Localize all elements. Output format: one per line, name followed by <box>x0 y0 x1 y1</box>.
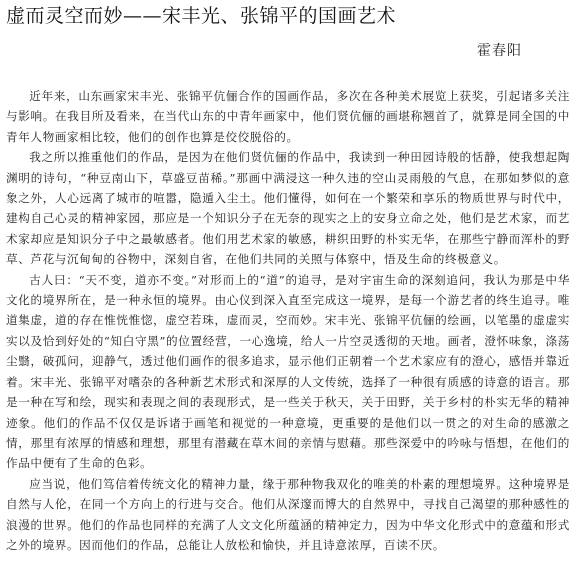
article-author: 霍春阳 <box>477 43 522 59</box>
article-body <box>6 86 570 555</box>
paragraph-3: 古人曰：“天不变，道亦不变。”对形而上的“道”的追寻，是对宇宙生命的深刻追问，我认为那是中华文化的境界所在，是一种永恒的境界。由心仪到深入直至完成这一境界，是每一个游艺者的终生追寻。唯道集虚，道的存在惟恍惟惚，虚空若珠，虚而灵，空而妙。宋丰光、张锦平伉俪的绘画，以笔墨的虚虚实实以及恰到好处的“知白守黑”的位置经营，一心逸境，给人一片空灵透彻的天地。画者，澄怀味象，涤荡尘翳，破孤问，迎静气，透过他们画作的很多追求，显示他们正朝着一个艺术家应有的澄心，感悟并靠近着。宋丰光、张锦平对嗜杂的各种新艺术形式和深厚的人文传统，选择了一种很有质感的诗意的语言。那是一种在写和绘，现实和表现之间的表现形式，是一些关于秋天，关于田野，关于乡村的朴实无华的精神迹象。他们的作品不仅仅是诉诸于画笔和视觉的一种意境，更重要的是他们以一贯之的对生命的感激之情，那里有浓厚的情感和理想，那里有潜藏在草木间的亲情与慰藉。那些深爱中的吟咏与悟想，在他们的作品中便有了生命的色彩。 <box>6 272 570 471</box>
paragraph-2: 我之所以推重他们的作品，是因为在他们贤伉俪的作品中，我读到一种田园诗般的恬静，使我想起陶渊明的诗句，“种豆南山下，草盛豆苗稀。”那画中满浸这一种久违的空山灵雨般的气息，在那如梦似的意象之外，人心远离了城市的喧嚣，隐遁入尘土。他们懂得，如何在一个繁荣和享乐的物质世界与时代中，建构自己心灵的精神家园，那应是一个知识分子在无奈的现实之上的安身立命之处，他们是艺术家，而艺术家却应是知识分子中之最敏感者。他们用艺术家的敏感，耕织田野的朴实无华，在那些宁静而浑朴的野草、芦花与沉甸甸的谷物中，深刻自省，在他们共同的关照与体察中，悟及生命的终极意义。 <box>6 150 570 267</box>
paragraph-1: 近年来，山东画家宋丰光、张锦平伉俪合作的国画作品，多次在各种美术展览上获奖，引起诸多关注与影响。在我目所及看来，在当代山东的中青年画家中，他们贤伉俪的画堪称翘首了，就算是同全国的中青年人物画家相比较，他们的创作也算是佼佼脱俗的。 <box>6 89 570 144</box>
article-title: 虚而灵空而妙——宋丰光、张锦平的国画艺术 <box>6 5 397 27</box>
paragraph-4: 应当说，他们笃信着传统文化的精神力量，缘于那种物我双化的唯美的朴素的理想境界。这种境界是自然与人伦，在同一个方向上的行进与交合。他们从深邃而博大的自然界中，寻找自己渴望的那种感性的浪漫的世界。他们的作品也同样的充满了人文文化所蕴涵的精神定力，因为中华文化形式中的意蕴和形式之外的境界。因而他们的作品，总能让人放松和愉快，并且诗意浓厚，百读不厌。 <box>6 476 570 552</box>
